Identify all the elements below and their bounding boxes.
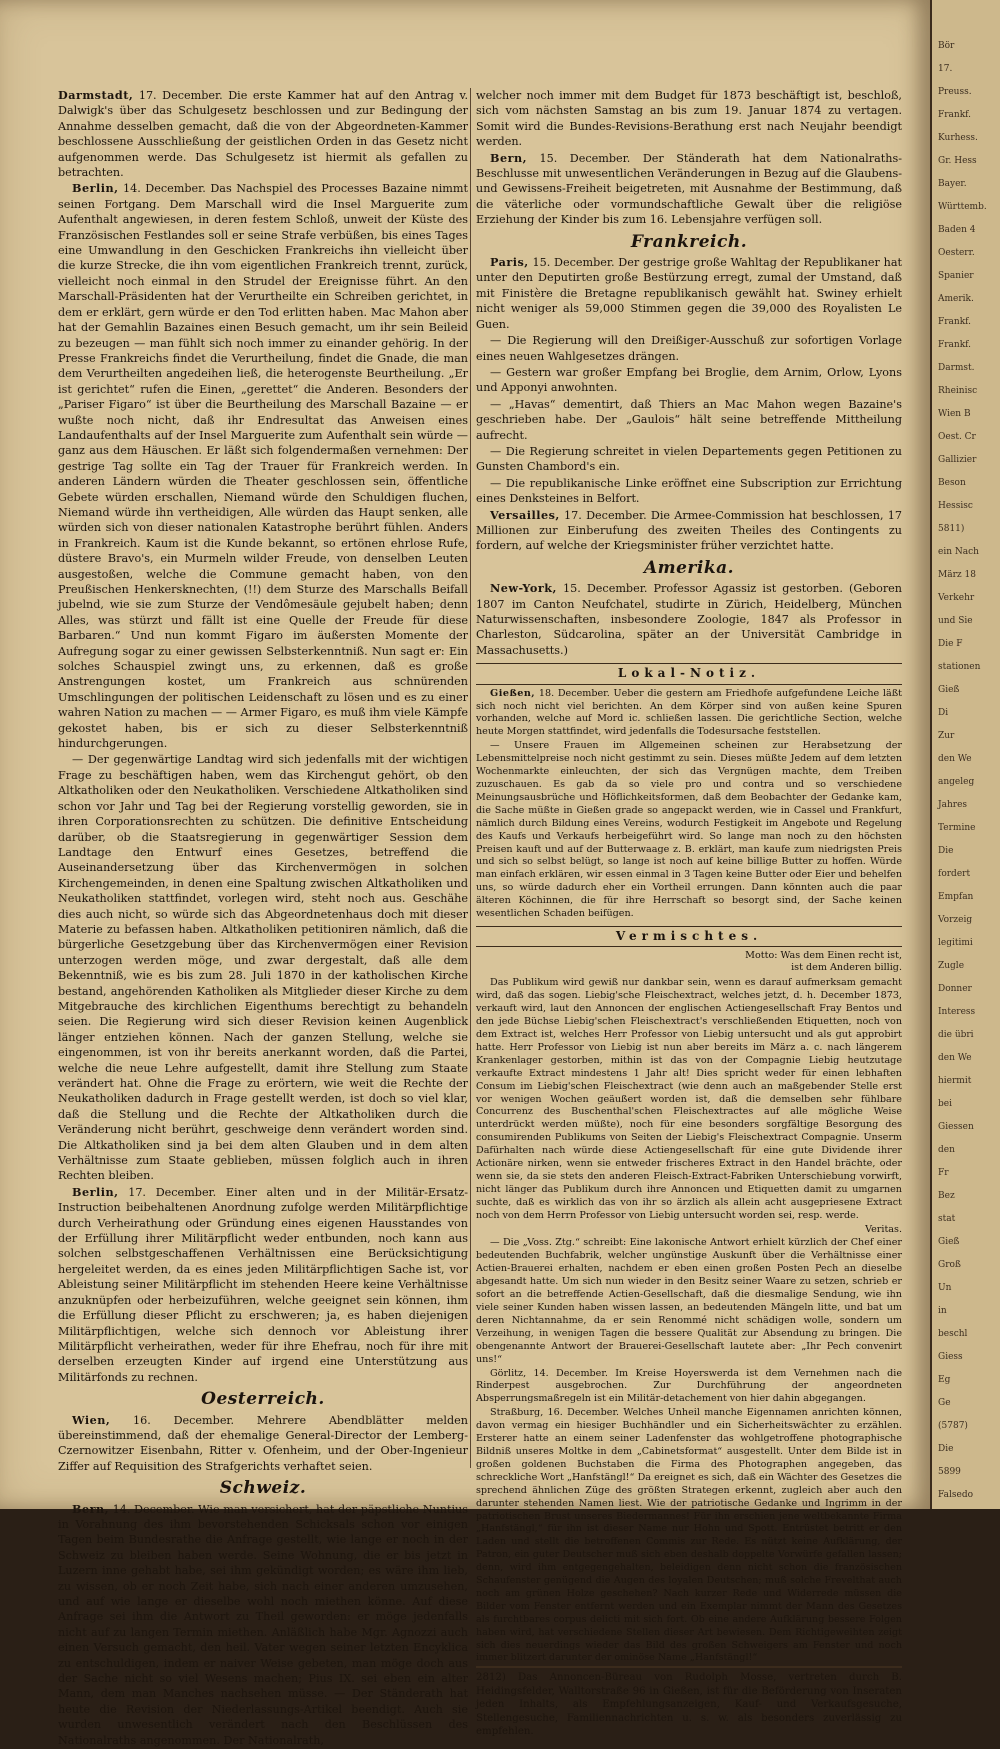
- adjacent-page-fragment: Zugle: [938, 961, 965, 971]
- placename: Berlin,: [72, 181, 119, 196]
- adjacent-page-fragment: Groß: [938, 1260, 961, 1270]
- motto-label: Motto:: [745, 950, 778, 962]
- placename: New-York,: [490, 581, 557, 596]
- adjacent-page-fragment: Eg: [938, 1375, 951, 1385]
- adjacent-page-fragment: Hessisc: [938, 501, 973, 511]
- adjacent-page-fragment: Darmst.: [938, 363, 975, 373]
- adjacent-page-fragment: Die: [938, 1444, 954, 1454]
- adjacent-page-fragment: beschl: [938, 1329, 968, 1339]
- article-darmstadt: [58, 88, 468, 180]
- adjacent-page-fragment: in: [938, 1306, 947, 1316]
- section-heading-amerika: Amerika.: [643, 557, 735, 578]
- placename: Bern,: [72, 1501, 109, 1516]
- placename: Wien,: [72, 1412, 111, 1427]
- article-text: 17. December. Einer alten und in der Militär-Ersatz-Instruction beibehaltenen Anordnung zufolge werden Militärpflichtige durch Verheirathung oder Gründung eines eigenen Hausstandes von der Erfüllung ihrer Militärpflicht weder entbunden, noch kann aus solchen selbstgeschaffenen Verhältnissen eine Berücksichtigung hergeleitet werden, da es eines jeden Militärpflichtigen Sache ist, vor Ableistung seiner Militärpflicht im stehenden Heere keine Verhältnisse anzuknüpfen oder herbeizuführen, welche geeignet sein können, ihm die Erfüllung dieser Pflicht zu erschweren; ja, es haben diejenigen Militärpflichtigen, welche sich dennoch vor Ableistung ihrer Militärpflicht verheirathen, weder für ihre Ehefrau, noch für ihre mit derselben erzeugten Kinder auf irgend eine Unterstützung aus Militärfonds zu rechnen.: [58, 1185, 468, 1384]
- article-text: 16. December. Mehrere Abendblätter melden übereinstimmend, daß der ehemalige General-Director der Lemberg-Czernowitzer Eisenbahn, Ritter v. Ofenheim, und der Ober-Ingenieur Ziffer auf Requisition des Strafgerichts verhaftet seien.: [58, 1413, 468, 1473]
- paris-item: — Gestern war großer Empfang bei Broglie, dem Arnim, Orlow, Lyons und Apponyi anwohnten.: [476, 365, 902, 395]
- motto-line: Was dem Einen recht ist,: [780, 950, 902, 962]
- section-heading-oesterreich: Oesterreich.: [201, 1389, 325, 1410]
- adjacent-page-fragment: Amerik.: [938, 294, 974, 304]
- adjacent-page-fragment: Un: [938, 1283, 952, 1293]
- placename: Gießen,: [490, 687, 536, 699]
- adjacent-page-fragment: Gr. Hess: [938, 156, 977, 166]
- adjacent-page-fragment: bei: [938, 1099, 952, 1109]
- adjacent-page-fragment: Oesterr.: [938, 248, 975, 258]
- adjacent-page-fragment: hiermit: [938, 1076, 972, 1086]
- adjacent-page-fragment: 5899: [938, 1467, 961, 1477]
- left-column: [58, 88, 468, 1749]
- motto-line: ist dem Anderen billig.: [791, 962, 902, 974]
- adjacent-page-fragment: den: [938, 1145, 955, 1155]
- adjacent-page-fragment: und Sie: [938, 616, 973, 626]
- adjacent-page-fragment: Zur: [938, 731, 955, 741]
- article-berlin-kirchengut: [58, 752, 468, 1183]
- adjacent-page-fragment: Gieß: [938, 1237, 960, 1247]
- article-text: 14. December. Das Nachspiel des Processes Bazaine nimmt seinen Fortgang. Dem Marschall wird die Insel Marguerite zum Aufenthalt angewiesen, in deren festem Schloß, unweit der Küste des Französischen Festlandes soll er seine Strafe verbüßen, bis eines Tages eine Umwandlung in den Geschicken Frankreichs ihn vielleicht über die kurze Strecke, die ihn vom eigentlichen Frankreich trennt, zurück, vielleicht noch einmal in den Strudel der Ereignisse führt. An den Marschall-Präsidenten hat der Verurtheilte ein Schreiben gerichtet, in dem er erklärt, gern würde er den Tod erlitten haben. Mac Mahon aber hat der Gemahlin Bazaines einen Besuch gemacht, um ihr sein Beileid zu bezeugen — man fühlt sich noch immer zu einander gehörig. In der Presse Frankreichs findet die Verurtheilung, findet die Gnade, die man dem Verurtheilten angedeihen ließ, die heterogenste Beurtheilung. „Er ist gerichtet“ rufen die Einen, „gerettet“ die Anderen. Besonders der „Pariser Figaro“ ist über die Beurtheilung des Marschall Bazaine — er wußte noch nicht, daß ihr Endresultat das Anweisen eines Landaufenthalts auf der Insel Marguerite zum Aufenthalt sein würde — ganz aus dem Häuschen. Er läßt sich folgendermaßen vernehmen: Der gestrige Tag sollte ein Tag der Trauer für Frankreich werden. In anderen Ländern würden die Theater geschlossen sein, öffentliche Gebete würden erschallen, Niemand würde den Schuldigen fluchen, Niemand würde ihn vertheidigen, Alle würden das Haupt senken, alle würden sich von dieser nationalen Katastrophe berührt fühlen. Anders in Frankreich. Kaum ist die Kunde bekannt, so ertönen ehrlose Rufe, düstere Bravo's, ein Murmeln wilder Freude, von denselben Leuten ausgestoßen, welche die Commune gemacht haben, von den Preußischen Henkersknechten, (!!) dem Sturze des Marschalls Beifall jubelnd, wie sie zum Sturze der Vendômesäule gejubelt haben; denn Alles, was stürzt und fällt ist eine Quelle der Freude für diese Barbaren.“ Und nun kommt Figaro im äußersten Momente der Aufregung sogar zu einer gewissen Selbsterkenntniß. Nun sagt er: Ein solches Schauspiel zwingt uns, zu erkennen, daß es große Anstrengungen kostet, um Frankreich aus schnürenden Umschlingungen der politischen Leidenschaft zu lösen und es zu einer wahren Nation zu machen — — Armer Figaro, es muß ihm viele Kämpfe gekostet haben, bis er sich zu dieser Selbsterkenntniß hindurchgerungen.: [58, 182, 468, 751]
- right-column: [476, 88, 902, 1739]
- placename: Versailles,: [490, 507, 560, 522]
- adjacent-page-fragment: Spanier: [938, 271, 974, 281]
- adjacent-page-fragment: Termine: [938, 823, 976, 833]
- article-berlin-militaer: [58, 1185, 468, 1385]
- adjacent-page-fragment: Kurhess.: [938, 133, 978, 143]
- article-text: 15. December. Der gestrige große Wahltag der Republikaner hat unter den Deputirten große Bestürzung erregt, zumal der Umstand, daß mit Finistère die Bretagne republikanisch gewählt hat. Swiney erhielt nicht weniger als 59,000 Stimmen gegen die 39,000 des Royalisten Le Guen.: [476, 256, 902, 331]
- adjacent-page-fragment: Vorzeig: [938, 915, 973, 925]
- article-voss-ztg: — Die „Voss. Ztg.“ schreibt: Eine lakonische Antwort erhielt kürzlich der Chef einer bedeutenden Buchfabrik, welcher ungünstige Auskunft über die Verhältnisse einer Actien-Brauerei erhalten, nachdem er eben einen großen Posten Pech an dieselbe abgesandt hatte. Um sich nun wieder in den Besitz seiner Waare zu setzen, schrieb er sofort an die betreffende Actien-Gesellschaft, daß die diesmalige Sendung, wie ihn viele seiner Kunden haben wissen lassen, an bedeutenden Mängeln litte, und bat um deren Nichtannahme, da er sein Renommé nicht schädigen wolle, sondern um Verzeihung, in wenigen Tagen die bessere Qualität zur Absendung zu bringen. Die obengenannte Antwort der Brauerei-Gesellschaft lautete aber: „Ihr Pech convenirt uns!“: [476, 1237, 902, 1365]
- article-berlin-bazaine: [58, 181, 468, 751]
- adjacent-page-fragment: Oest. Cr: [938, 432, 976, 442]
- article-text: 15. December. Der Ständerath hat dem Nationalraths-Beschlusse mit unwesentlichen Veränderungen in Bezug auf die Glaubens- und Gewissens-Freiheit beigetreten, mit Ausnahme der Bestimmung, daß die väterliche oder vormundschaftliche Gewalt über die religiöse Erziehung der Kinder bis zum 16. Lebensjahre verfügen soll.: [476, 151, 902, 227]
- adjacent-page-fragment: die übri: [938, 1030, 974, 1040]
- adjacent-page-fragment: Falsedo: [938, 1490, 974, 1500]
- adjacent-page-fragment: Frankf.: [938, 340, 972, 350]
- adjacent-page-fragment: legitimi: [938, 938, 973, 948]
- article-text: 17. December. Die erste Kammer hat auf den Antrag v. Dalwigk's über das Schulgesetz beschlossen und zur Bedingung der Annahme desselben gemacht, daß die von der Abgeordneten-Kammer beschlossene Ausschließung der geistlichen Orden in das Gesetz nicht aufgenommen werde. Das Schulgesetz ist hiermit als gefallen zu betrachten.: [58, 89, 468, 180]
- adjacent-page-fragment: Frankf.: [938, 110, 972, 120]
- adjacent-page-fragment: März 18: [938, 570, 976, 580]
- adjacent-page-fragment: den We: [938, 754, 972, 764]
- adjacent-page-fragment: Bayer.: [938, 179, 967, 189]
- section-heading-vermischtes: Vermischtes.: [476, 926, 902, 947]
- adjacent-page-fragment: angeleg: [938, 777, 975, 787]
- paris-item: — Die Regierung will den Dreißiger-Ausschuß zur sofortigen Vorlage eines neuen Wahlgesetzes drängen.: [476, 334, 902, 363]
- article-paris: [476, 255, 902, 332]
- adjacent-page-fragment: den We: [938, 1053, 972, 1063]
- placename: Paris,: [490, 255, 529, 270]
- adjacent-page-fragment: Verkehr: [938, 593, 975, 603]
- adjacent-page-fragment: Di: [938, 708, 949, 718]
- adjacent-page-fragment: Gieß: [938, 685, 960, 695]
- adjacent-page-edge: [930, 0, 1000, 1509]
- adjacent-page-fragment: Rheinisc: [938, 386, 978, 396]
- paris-item: — Die Regierung schreitet in vielen Departements gegen Petitionen zu Gunsten Chambord's ein.: [476, 444, 902, 474]
- section-heading-frankreich: Frankreich.: [630, 231, 748, 252]
- article-text: 15. December. Professor Agassiz ist gestorben. (Geboren 1807 im Canton Neufchatel, studirte in Zürich, Heidelberg, München Naturwissenschaften, insbesondere Zoologie, 1847 als Professor in Charleston, Südcarolina, später an der Universität Cambridge in Massachusetts.): [476, 582, 902, 657]
- adjacent-page-fragment: fordert: [938, 869, 971, 879]
- motto: [476, 950, 902, 974]
- adjacent-page-fragment: Bez: [938, 1191, 955, 1201]
- adjacent-page-fragment: Die: [938, 846, 954, 856]
- adjacent-page-fragment: Gallizier: [938, 455, 977, 465]
- article-versailles: [476, 508, 902, 554]
- adjacent-page-fragment: stat: [938, 1214, 956, 1224]
- article-strassburg: Straßburg, 16. December. Welches Unheil manche Eigennamen anrichten können, davon vermag ein hiesiger Buchhändler und ein Sicherheitswächter zu erzählen. Ersterer hatte an einem seiner Ladenfenster das wohlgetroffene photographische Bildniß unseres Moltke in dem „Cabinetsformat“ ausgestellt. Unter dem Bilde ist in großen goldenen Buchstaben die Firma des Photographen angegeben, das schreckliche Wort „Hanfstängl!“ Da ereignet es sich, daß ein Wächter des Gesetzes die sprechend ähnlichen Züge des größten Strategen erkennt, zugleich aber auch den darunter stehenden Namen liest. Wie der patriotische Gedanke und Ingrimm in der patriotischen Brust unseres Biedermannes! Für ihn erschien jene weltbekannte Firma „Hanfstängl,“ für ihn ist dieser Name nur Hohn und Spott. Entrüstet betritt er den Laden und stellt die betroffenen Commis zur Rede. Es nützt keine Aufklärung, der Patron, ein guter Deutscher muß sich eben deshalb doppelte Vorwürfe gefallen lassen; denn, wird ihm entgegengehalten, beleidigen denn nicht schon die französischen Schaufenster genügend die Augen des loyalen Deutschen; muß solche Frevelthat auch noch am grünen Holze geschehen? Nach kurzer Rede und Widerrede müssen die Bilder vom Fenster entfernt werden und ein Exemplar nimmt der Mann des Gesetzes als furchtbares corpus delicti mit sich fort. Ob eine andere Aufklärung bessere Folgen haben wird, hat verschiedene Stellen dieser Art bewiesen. Dem Richtigeweihten zeigt sich dies neuerdings wieder das Bild des großen Schweigers am Fenster und noch immer blitzert darunter der ominöse Name „Hanfstängl!“: [476, 1407, 902, 1664]
- adjacent-page-fragment: Fr: [938, 1168, 949, 1178]
- signature-veritas: Veritas.: [865, 1223, 902, 1235]
- adjacent-page-fragment: 5811): [938, 524, 965, 534]
- placename: Bern,: [490, 150, 527, 165]
- advertisement-mosse: 2812) Das Annoncen-Büreau von Rudolph Mosse, vertreten durch B. Heidingsfelder, Walltorstraße 96 in Gießen, ist für die Beförderung von Inseraten jeden Inhalts, als Empfehlungsanzeigen, Kauf- und Verkaufsgesuche, Stellengesuche, Familiennachrichten u. s. w. als besonders zuverlässig zu empfehlen.: [476, 1666, 902, 1739]
- adjacent-page-fragment: ein Nach: [938, 547, 979, 557]
- adjacent-page-fragment: Ge: [938, 1398, 951, 1408]
- section-heading-schweiz: Schweiz.: [219, 1478, 307, 1499]
- article-goerlitz: Görlitz, 14. December. Im Kreise Hoyerswerda ist dem Vernehmen nach die Rinderpest ausgebrochen. Zur Durchführung der angeordneten Absperrungsmaßregeln ist ein Militär-detachement von hier dahin abgegangen.: [476, 1367, 902, 1405]
- adjacent-page-fragment: (5787): [938, 1421, 968, 1431]
- article-giessen-prices: — Unsere Frauen im Allgemeinen scheinen zur Herabsetzung der Lebensmittelpreise noch nicht gestimmt zu sein. Dieses müßte Jedem auf dem letzten Wochenmarkte einleuchten, der sich das Vergnügen machte, dem Treiben zuzuschauen. Es gab da so viele pro und contra und so verschiedene Meinungsausbrüche und Höflichkeitsformen, daß dem Beobachter der Gedanke kam, die Sache müßte in Gießen grade so angepackt werden, wie in Cassel und Frankfurt, nämlich durch Bildung eines Vereins, wodurch Festigkeit im Angebote und Regelung des Kaufs und Verkaufs herbeigeführt wird. So lange man noch zu den höchsten Preisen kauft und auf der Butterwaage z. B. erklärt, man kaufe zum niedrigsten Preis und sich so selbst belügt, so lange ist noch auf keine billige Butter zu hoffen. Würde man einfach erklären, wir essen einmal in 3 Tagen keine Butter oder Eier und behelfen uns, so würde dadurch eher ein Vortheil errungen. Dann könnten auch die paar älteren Köchinnen, die für ihre Herrschaft so besorgt sind, der Sache keinen wesentlichen Schaden beifügen.: [476, 740, 902, 920]
- article-wien: [58, 1413, 468, 1475]
- adjacent-page-fragment: Interess: [938, 1007, 976, 1017]
- column-divider: [470, 88, 471, 1468]
- paris-item: — „Havas“ dementirt, daß Thiers an Mac Mahon wegen Bazaine's geschrieben habe. Der „Gaulois“ hält seine betreffende Mittheilung aufrecht.: [476, 397, 902, 442]
- adjacent-page-fragment: Preuss.: [938, 87, 972, 97]
- article-giessen: [476, 688, 902, 740]
- article-bern-nuntius: [58, 1502, 468, 1749]
- article-text: — Der gegenwärtige Landtag wird sich jedenfalls mit der wichtigen Frage zu beschäftigen haben, wem das Kirchengut gehört, ob den Altkatholiken oder den Neukatholiken. Verschiedene Altkatholiken sind schon vor Jahr und Tag bei der Regierung vorstellig geworden, sie in ihren Corporationsrechten zu schützen. Die definitive Entscheidung darüber, ob die Staatsregierung in gegenwärtiger Session dem Landtage den Entwurf eines Gesetzes, betreffend die Auseinandersetzung über das Kirchenvermögen in solchen Kirchengemeinden, in denen eine Spaltung zwischen Altkatholiken und Neukatholiken stattfindet, vorlegen wird, steht noch aus. Geschähe dies auch nicht, so würde sich das Abgeordnetenhaus doch mit dieser Materie zu befassen haben. Altkatholiken petitioniren nämlich, daß die bürgerliche Gesetzgebung über das Kirchenvermögen einer Revision unterzogen werden möge, und zwar dergestalt, daß alle dem Bekenntniß, wie es bis zum 28. Juli 1870 in der katholischen Kirche bestand, angehörenden Katholiken als Mitglieder dieser Kirche zu dem Mitgebrauche des kirchlichen Eigenthums berechtigt zu behandeln seien. Die Regierung wird sich dieser Revision keinen Augenblick länger entziehen können. Nach der ganzen Stellung, welche sie eingenommen, ist von ihr bereits anerkannt worden, daß die Partei, welche die neue Lehre aufgestellt, damit ihre Stellung zum Staate verändert hat. Ohne die Frage zu erörtern, wie weit die Rechte der Neukatholiken dadurch in Frage gestellt werden, ist doch so viel klar, daß die Stellung und die Rechte der Altkatholiken durch die Veränderung nicht berührt, geschweige denn verändert worden sind. Die Altkatholiken sind ja bei dem alten Glauben und in dem alten Verhältnisse zum Staate geblieben, müssen folglich auch in ihren Rechten bleiben.: [58, 753, 468, 1183]
- article-text: 17. December. Die Armee-Commission hat beschlossen, 17 Millionen zur Einberufung des zweiten Theiles des Contingents zu fordern, auf welche der Kriegsminister früher verzichtet hatte.: [476, 508, 902, 553]
- adjacent-page-fragment: Wien B: [938, 409, 971, 419]
- adjacent-page-fragment: stationen: [938, 662, 981, 672]
- adjacent-page-fragment: Donner: [938, 984, 972, 994]
- adjacent-page-fragment: Baden 4: [938, 225, 976, 235]
- article-bern-staenderath: [476, 151, 902, 228]
- paris-item: — Die republikanische Linke eröffnet eine Subscription zur Errichtung eines Denksteines in Belfort.: [476, 476, 902, 506]
- adjacent-page-fragment: Empfan: [938, 892, 974, 902]
- article-liebig: Das Publikum wird gewiß nur dankbar sein, wenn es darauf aufmerksam gemacht wird, daß das sogen. Liebig'sche Fleischextract, welches jetzt, d. h. December 1873, verkauft wird, laut den Annoncen der englischen Actiengesellschaft Fray Bentos und den jede Büchse Liebig'schen Fleischextract's verschließenden Etiquetten, noch von dem Extract ist, welches Herr Professor von Liebig untersucht und als gut approbirt hatte. Herr Professor von Liebig ist nun aber bereits im März a. c. nach längerem Krankenlager gestorben, mithin ist das von der Compagnie Liebig heutzutage verkaufte Extract mindestens 1 Jahr alt! Dies spricht weder für einen lebhaften Consum im Liebig'schen Fleischextract (wie denn auch an maßgebender Stelle erst vor wenigen Wochen geäußert worden ist, daß die demselben sehr fühlbare Concurrenz des Buschenthal'schen Fleischextractes auf alle mögliche Weise unterdrückt werden müßte), noch für eine besonders sorgfältige Besorgung des consumirenden Publikums von Seiten der Liebig's Fleischextract Compagnie. Unserm Dafürhalten nach würde diese Actiengesellschaft für eine gute Dividende ihrer Actionäre nirken, wenn sie entweder frischeres Extract in den Handel brächte, oder wenn sie, da sie stets den anderen Fleisch-Extract-Fabriken Unterschiebung vorwirft, nicht länger das Publikum durch ihre Annoncen und Etiquetten damit zu umgarnen suchte, daß es wirklich das von ihr so ärzlich als allein acht ausgepriesene Extract noch von dem Herrn Professor von Liebig untersucht worden sei, resp. werde.: [476, 977, 902, 1221]
- section-heading-lokal-notiz: Lokal-Notiz.: [476, 663, 902, 684]
- placename: Berlin,: [72, 1184, 119, 1199]
- placename: Darmstadt,: [58, 88, 134, 102]
- adjacent-page-fragment: Die F: [938, 639, 963, 649]
- article-text: 18. December. Ueber die gestern am Friedhofe aufgefundene Leiche läßt sich noch nicht viel berichten. An dem Körper sind von außen keine Spuren vorhanden, welche auf Mord ic. schließen lassen. Die gerichtliche Section, welche heute Morgen stattfindet, wird jedenfalls die Todesursache feststellen.: [476, 687, 902, 738]
- adjacent-page-fragment: 17.: [938, 64, 953, 74]
- adjacent-page-fragment: Giess: [938, 1352, 963, 1362]
- adjacent-page-fragment: Beson: [938, 478, 966, 488]
- article-newyork: [476, 581, 902, 658]
- article-text: 14. December. Wie man versichert, hat der päpstliche Nuntius in Vorahnung des ihm bevorstehenden Schicksals schon vor einigen Tagen beim Bundesrathe die Anfrage gestellt, wie lange er noch in der Schweiz zu bleiben haben werde. Seine Wohnung, die er bis jetzt in Luzern inne gehabt habe, sei ihm gekündigt worden; es wäre ihm lieb, zu wissen, ob er noch Zeit habe, sich nach einer anderen umzusehen, und auf wie lange er dieselbe wohl noch miethen könne. Auf diese Anfrage sei ihm die Antwort zu Theil geworden: er möge jedenfalls nicht auf zu langen Termin miethen. Anläßlich habe Mgr. Agnozzi auch einen Versuch gemacht, den heil. Vater wegen seiner letzten Encyklica zu entschuldigen, indem er naiver Weise gebeten, man möge doch aus der Sache nicht so viel Wesens machen; Pius IX. sei eben ein alter Mann, dem man Manches nachsehen müsse. — Der Ständerath hat heute die Revision der Niederlassungs-Artikel beendigt. Auch sie wurden unwesentlich verändert nach den Beschlüssen des Nationalraths angenommen. Der Nationalrath,: [58, 1502, 468, 1747]
- adjacent-page-fragment: Jahres: [938, 800, 968, 810]
- adjacent-page-fragment: Frankf.: [938, 317, 972, 327]
- adjacent-page-fragment: Bör: [938, 41, 955, 51]
- article-bern-continued: welcher noch immer mit dem Budget für 1873 beschäftigt ist, beschloß, sich vom nächsten Samstag an bis zum 19. Januar 1874 zu vertagen. Somit wird die Bundes-Revisions-Berathung erst nach Neujahr beendigt werden.: [476, 89, 902, 149]
- adjacent-page-fragment: Giessen: [938, 1122, 974, 1132]
- adjacent-page-fragment: Württemb.: [938, 202, 987, 212]
